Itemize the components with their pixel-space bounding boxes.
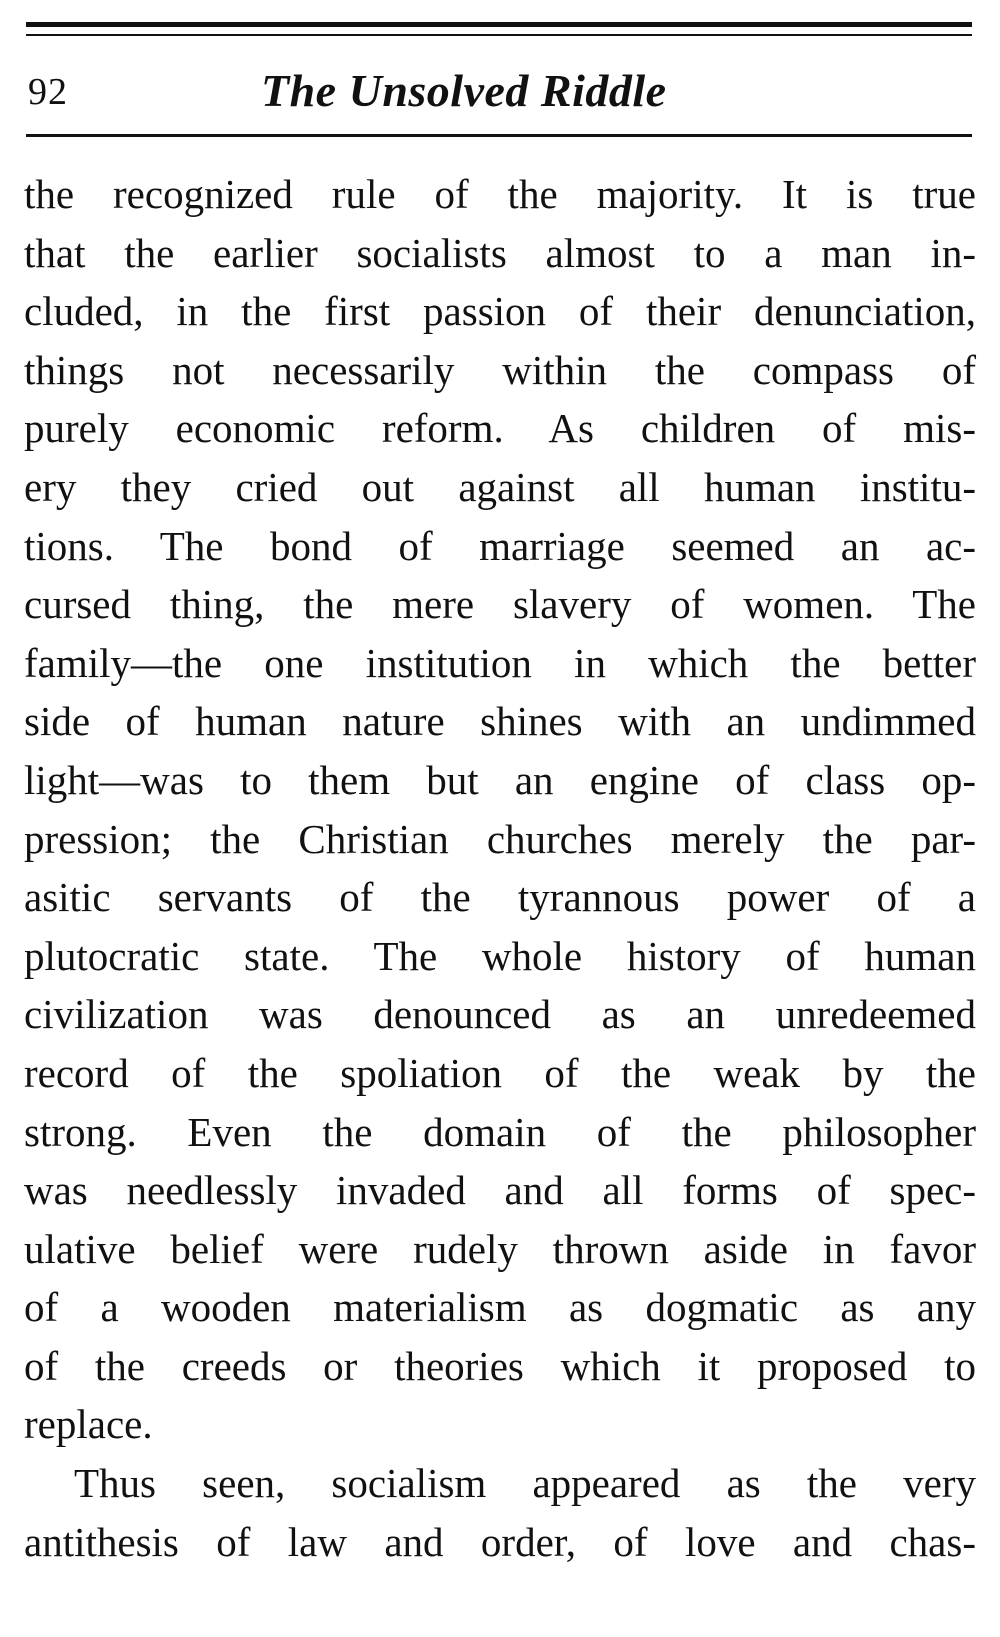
- body-text: [24, 165, 976, 1571]
- text-line: family—the one institution in which the better: [24, 639, 976, 686]
- text-line: strong. Even the domain of the philosopher: [24, 1108, 976, 1155]
- text-line: cluded, in the first passion of their denunciation,: [24, 288, 976, 335]
- top-rule-thick: [26, 22, 972, 27]
- text-line: of the creeds or theories which it proposed to: [24, 1342, 976, 1389]
- text-line: tions. The bond of marriage seemed an ac-: [24, 522, 976, 569]
- text-line: the recognized rule of the majority. It is true: [24, 171, 976, 217]
- text-line: ery they cried out against all human institu-: [24, 463, 976, 510]
- text-line: purely economic reform. As children of mis-: [24, 405, 976, 452]
- page-number: 92: [28, 71, 68, 113]
- text-line: record of the spoliation of the weak by the: [24, 1049, 976, 1096]
- text-line: light—was to them but an engine of class op-: [24, 756, 976, 803]
- text-line-paragraph-end: replace.: [24, 1401, 153, 1448]
- text-line: was needlessly invaded and all forms of spec-: [24, 1167, 976, 1214]
- header-rule: [26, 134, 972, 137]
- text-line: ulative belief were rudely thrown aside in favor: [24, 1225, 976, 1272]
- text-line-paragraph-start: Thus seen, socialism appeared as the very: [74, 1460, 976, 1507]
- text-line: things not necessarily within the compass of: [24, 346, 976, 393]
- text-line: asitic servants of the tyrannous power of a: [24, 874, 976, 921]
- text-line: cursed thing, the mere slavery of women. The: [24, 581, 976, 628]
- top-rule-thin: [26, 34, 972, 36]
- text-line: civilization was denounced as an unredeemed: [24, 991, 976, 1038]
- running-header: [26, 58, 972, 118]
- text-line: of a wooden materialism as dogmatic as any: [24, 1284, 976, 1331]
- text-line: plutocratic state. The whole history of human: [24, 932, 976, 979]
- text-line: antithesis of law and order, of love and chas-: [24, 1518, 976, 1565]
- running-title: The Unsolved Riddle: [261, 65, 667, 116]
- text-line: side of human nature shines with an undimmed: [24, 698, 976, 745]
- text-line: pression; the Christian churches merely the par-: [24, 815, 976, 862]
- text-line: that the earlier socialists almost to a man in-: [24, 229, 976, 276]
